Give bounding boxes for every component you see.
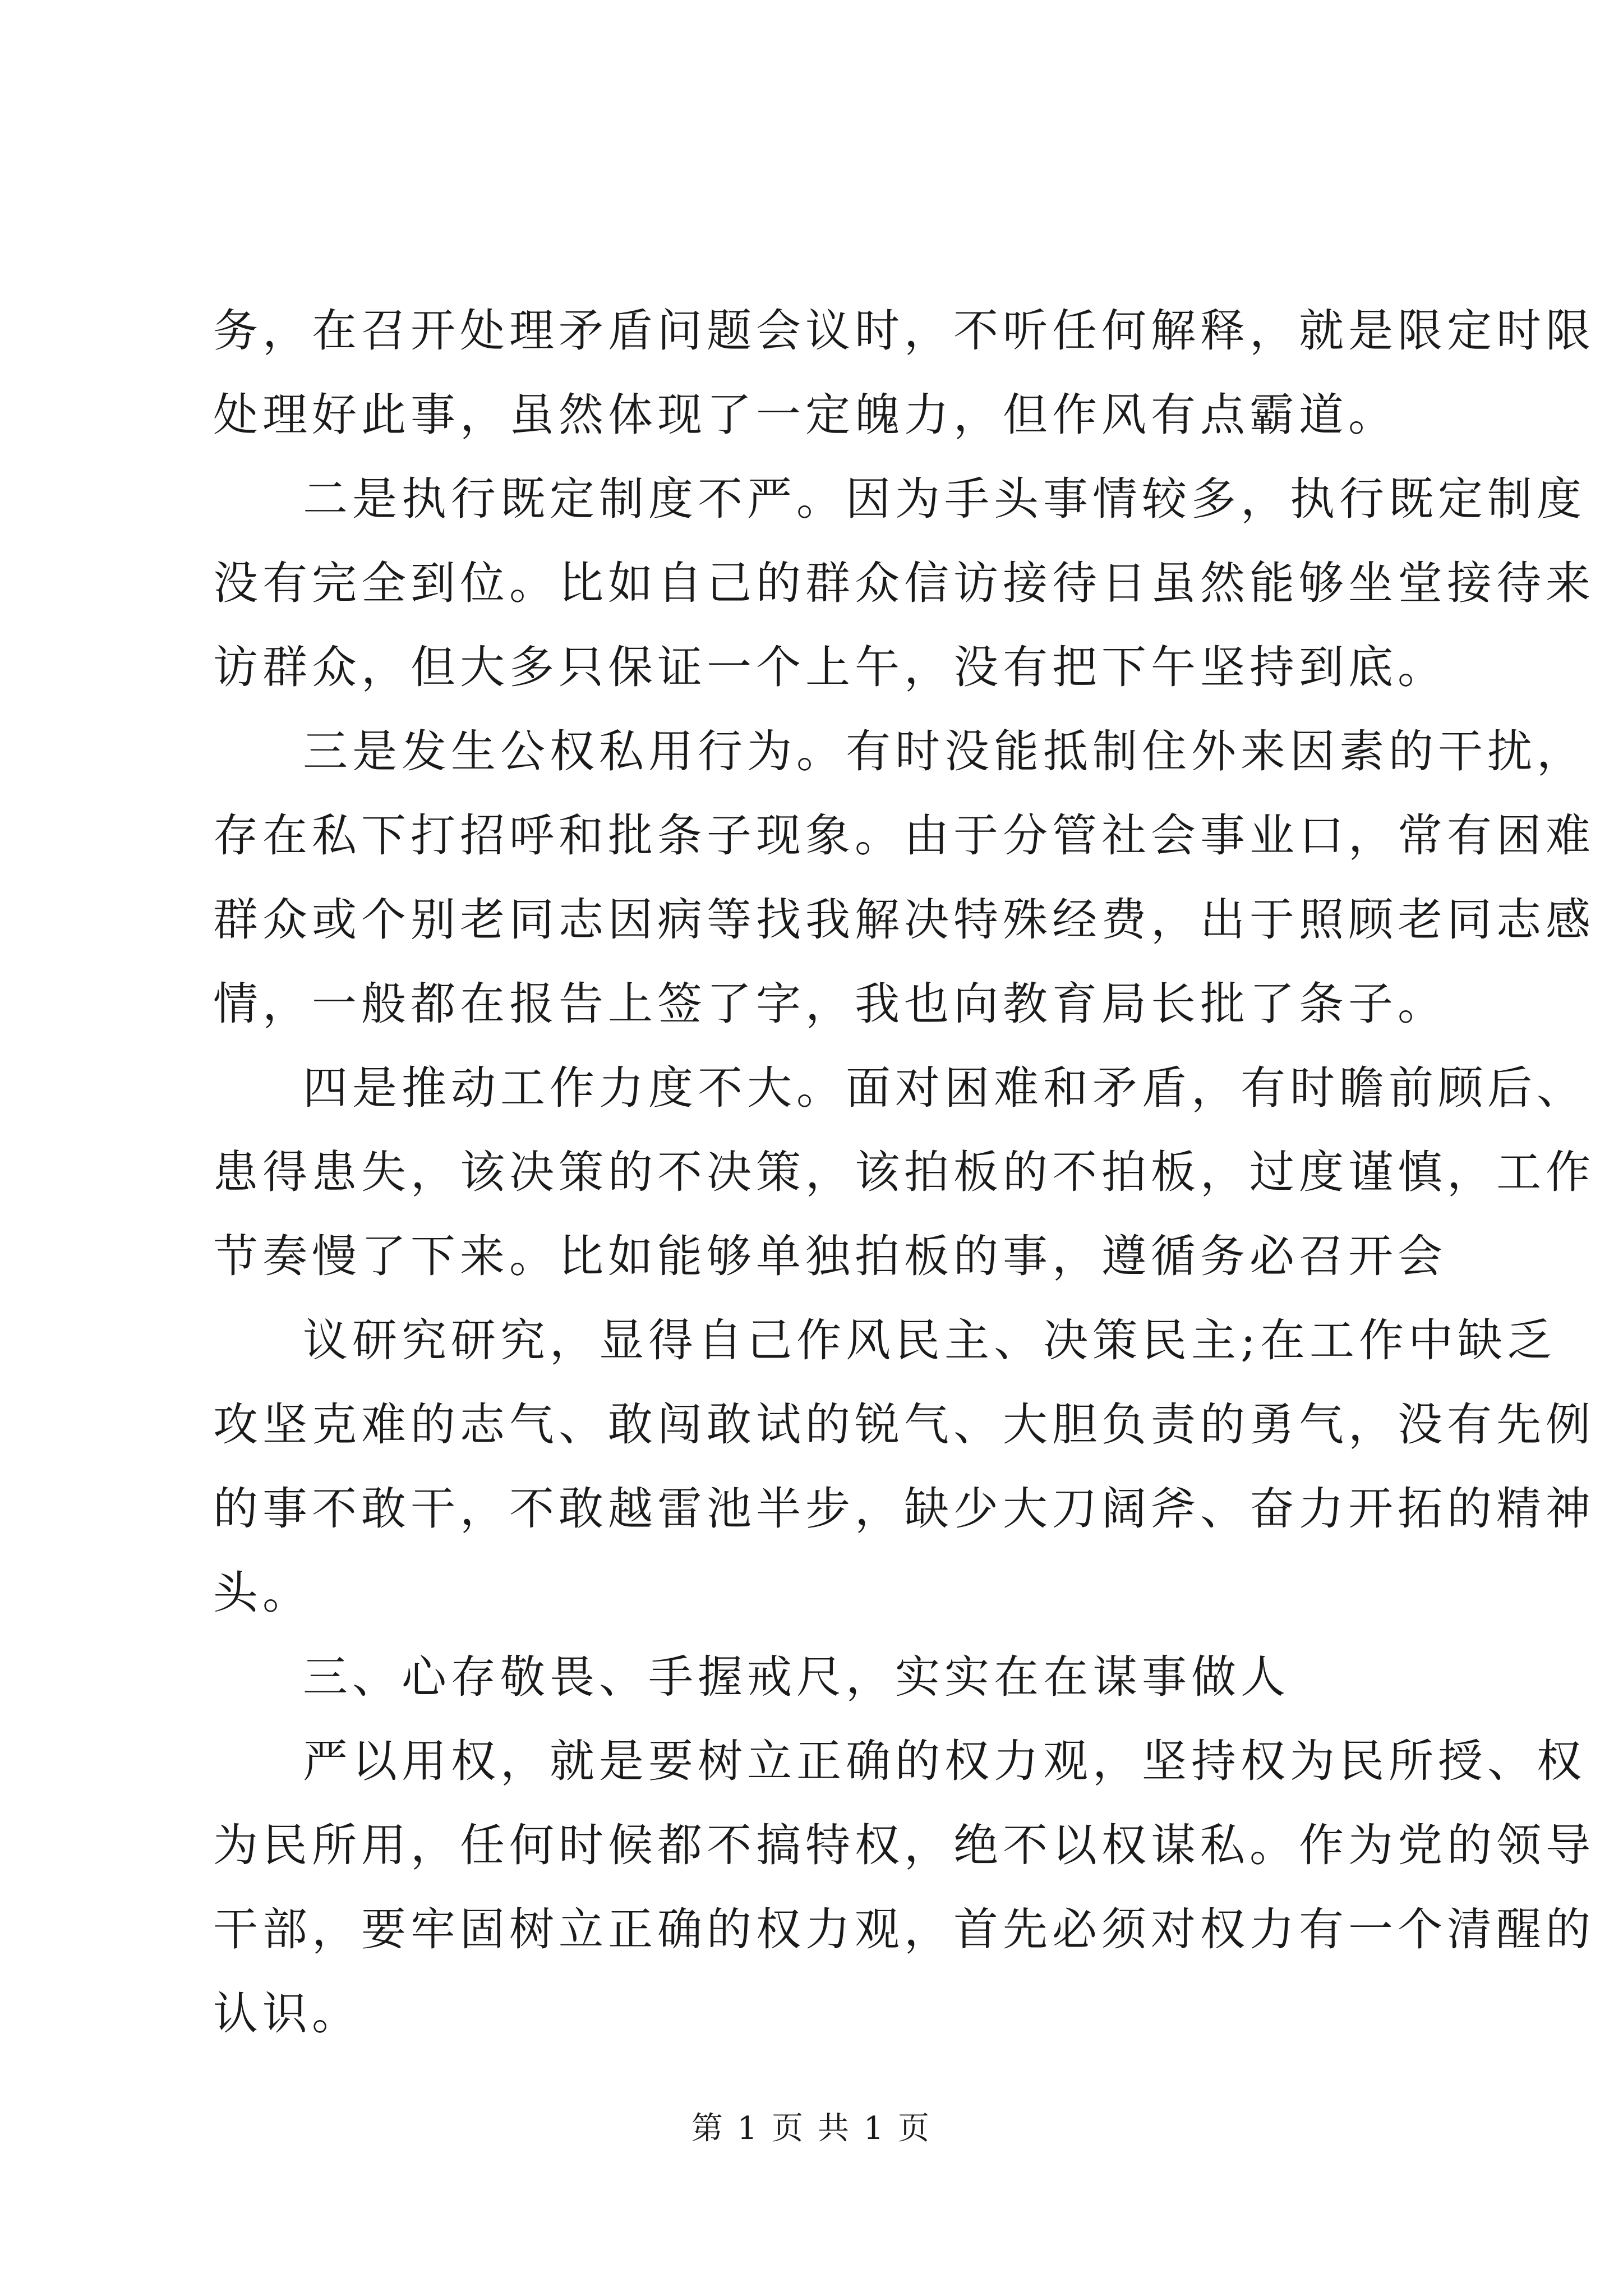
text-line: 群众或个别老同志因病等找我解决特殊经费，出于照顾老同志感 bbox=[213, 894, 1595, 946]
paragraph-start-line: 议研究研究，显得自己作风民主、决策民主;在工作中缺乏 bbox=[303, 1314, 1556, 1366]
text-line: 节奏慢了下来。比如能够单独拍板的事，遵循务必召开会 bbox=[213, 1230, 1447, 1282]
page-number-footer: 第 1 页 共 1 页 bbox=[691, 2110, 932, 2147]
text-line: 情，一般都在报告上签了字，我也向教育局长批了条子。 bbox=[213, 978, 1447, 1030]
text-line: 干部，要牢固树立正确的权力观，首先必须对权力有一个清醒的 bbox=[213, 1903, 1595, 1955]
text-line: 攻坚克难的志气、敢闯敢试的锐气、大胆负责的勇气，没有先例 bbox=[213, 1398, 1595, 1451]
paragraph-start-line: 二是执行既定制度不严。因为手头事情较多，执行既定制度 bbox=[303, 473, 1586, 525]
text-line: 为民所用，任何时候都不搞特权，绝不以权谋私。作为党的领导 bbox=[213, 1819, 1595, 1871]
text-line: 没有完全到位。比如自己的群众信访接待日虽然能够坐堂接待来 bbox=[213, 557, 1595, 609]
paragraph-start-line: 四是推动工作力度不大。面对困难和矛盾，有时瞻前顾后、 bbox=[303, 1062, 1586, 1114]
text-line: 的事不敢干，不敢越雷池半步，缺少大刀阔斧、奋力开拓的精神 bbox=[213, 1483, 1595, 1535]
text-line: 头。 bbox=[213, 1567, 312, 1619]
paragraph-start-line: 三是发生公权私用行为。有时没能抵制住外来因素的干扰， bbox=[303, 725, 1586, 777]
text-line: 认识。 bbox=[213, 1987, 361, 2040]
paragraph-start-line: 严以用权，就是要树立正确的权力观，坚持权为民所授、权 bbox=[303, 1735, 1586, 1787]
text-line: 处理好此事，虽然体现了一定魄力，但作风有点霸道。 bbox=[213, 389, 1398, 441]
text-line: 存在私下打招呼和批条子现象。由于分管社会事业口，常有困难 bbox=[213, 809, 1595, 862]
text-line: 患得患失，该决策的不决策，该拍板的不拍板，过度谨慎，工作 bbox=[213, 1146, 1595, 1198]
text-line: 务，在召开处理矛盾问题会议时，不听任何解释，就是限定时限 bbox=[213, 305, 1595, 357]
text-line: 访群众，但大多只保证一个上午，没有把下午坚持到底。 bbox=[213, 641, 1447, 693]
section-heading: 三、心存敬畏、手握戒尺，实实在在谋事做人 bbox=[303, 1651, 1290, 1703]
